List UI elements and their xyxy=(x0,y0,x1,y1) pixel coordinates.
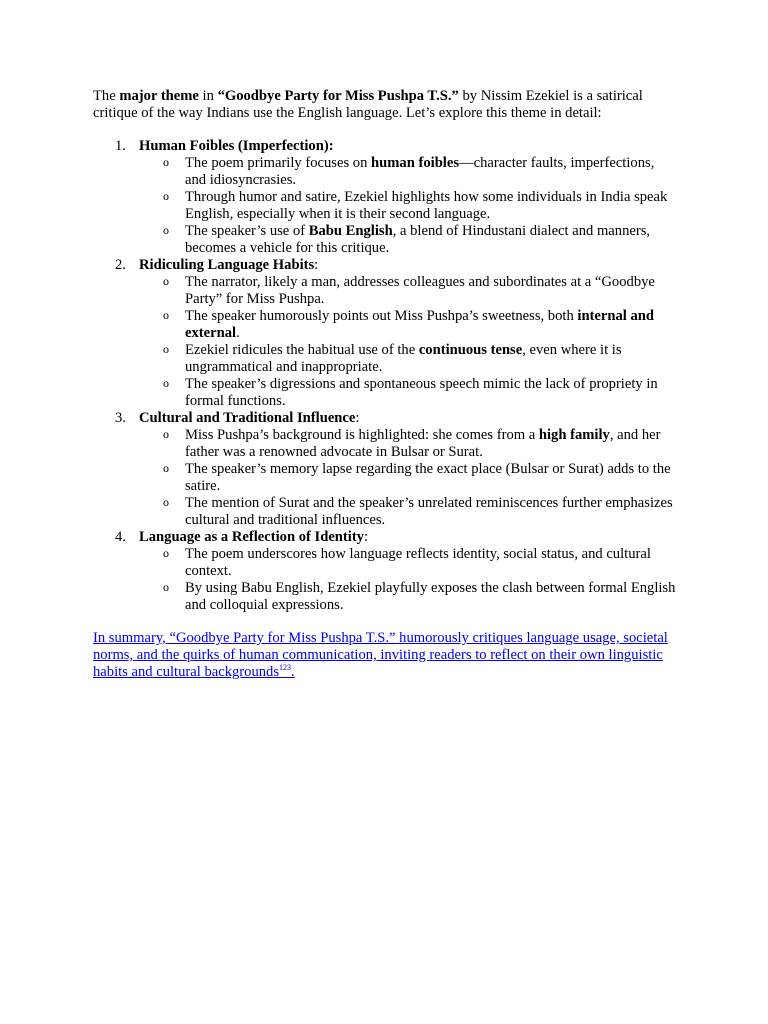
summary-link[interactable] xyxy=(93,630,678,681)
point-bold: Babu English xyxy=(308,223,393,239)
bullet-icon: o xyxy=(163,189,169,203)
point-bold: continuous tense xyxy=(418,342,523,358)
bullet-icon: o xyxy=(163,308,169,322)
point-bold: high family xyxy=(538,427,610,443)
bullet-icon: o xyxy=(163,376,169,390)
point-text: The narrator, likely a man, addresses colleagues and subordinates at a “Goodbye Party” for Miss Pushpa. xyxy=(185,274,655,307)
point-text: The speaker’s use of xyxy=(185,223,309,239)
theme-list xyxy=(93,138,678,614)
theme-item-human-foibles xyxy=(93,138,678,257)
list-item xyxy=(139,376,678,410)
point-text: The poem underscores how language reflects identity, social status, and cultural context. xyxy=(185,546,651,579)
list-item xyxy=(139,189,678,223)
theme-item-language-identity xyxy=(93,529,678,614)
point-text: The speaker’s memory lapse regarding the exact place (Bulsar or Surat) adds to the satire. xyxy=(185,461,671,494)
point-text: By using Babu English, Ezekiel playfully exposes the clash between formal English and colloquial expressions. xyxy=(185,580,676,613)
point-text: Miss Pushpa’s background is highlighted: she comes from a xyxy=(185,427,539,443)
reference-superscript[interactable]: 123 xyxy=(279,663,292,673)
list-item xyxy=(139,308,678,342)
sub-list xyxy=(139,546,678,614)
point-text: The speaker humorously points out Miss Pushpa’s sweetness, both xyxy=(185,308,578,324)
point-text: The speaker’s digressions and spontaneous speech mimic the lack of propriety in formal functions. xyxy=(185,376,658,409)
intro-text: by Nissim Ezekiel is a satirical critique of the way Indians use the English language. Let’s explore this theme in detail: xyxy=(93,88,643,121)
section-title-suffix: : xyxy=(314,257,319,273)
list-item xyxy=(139,495,678,529)
list-item xyxy=(139,427,678,461)
bullet-icon: o xyxy=(163,461,169,475)
intro-text: in xyxy=(198,88,218,104)
point-bold: human foibles xyxy=(371,155,460,171)
intro-bold-poem-title: “Goodbye Party for Miss Pushpa T.S.” xyxy=(217,88,459,104)
bullet-icon: o xyxy=(163,223,169,237)
section-title: Language as a Reflection of Identity xyxy=(139,529,364,545)
section-title-suffix: : xyxy=(363,529,369,545)
point-text: The poem primarily focuses on xyxy=(185,155,372,171)
list-number: 3. xyxy=(115,410,126,426)
point-text: , even where it is ungrammatical and inappropriate. xyxy=(185,342,622,375)
section-title-suffix: : xyxy=(355,410,360,426)
intro-text: The xyxy=(93,88,120,104)
bullet-icon: o xyxy=(163,342,169,356)
section-title: Ridiculing Language Habits xyxy=(139,257,315,273)
list-item xyxy=(139,546,678,580)
bullet-icon: o xyxy=(163,580,169,594)
intro-paragraph xyxy=(93,88,678,122)
list-item xyxy=(139,342,678,376)
section-title: Human Foibles (Imperfection): xyxy=(139,138,334,154)
point-text: Through humor and satire, Ezekiel highlights how some individuals in India speak English, especially when it is their second language. xyxy=(185,189,668,222)
bullet-icon: o xyxy=(163,495,169,509)
bullet-icon: o xyxy=(163,546,169,560)
theme-item-ridiculing-language xyxy=(93,257,678,410)
document-body xyxy=(93,88,678,696)
sub-list xyxy=(139,274,678,410)
list-item xyxy=(139,580,678,614)
point-text: , and her father was a renowned advocate in Bulsar or Surat. xyxy=(185,427,661,460)
list-item xyxy=(139,155,678,189)
point-text: —character faults, imperfections, and idiosyncrasies. xyxy=(185,155,655,188)
bullet-icon: o xyxy=(163,274,169,288)
point-text: The mention of Surat and the speaker’s unrelated reminiscences further emphasizes cultural and traditional influences. xyxy=(185,495,673,528)
summary-end: . xyxy=(291,664,295,680)
list-item xyxy=(139,274,678,308)
section-title: Cultural and Traditional Influence xyxy=(139,410,356,426)
intro-bold-major-theme: major theme xyxy=(119,88,199,104)
point-bold: internal and external xyxy=(185,308,655,341)
point-text: . xyxy=(236,325,240,341)
list-number: 2. xyxy=(115,257,126,273)
list-number: 4. xyxy=(115,529,126,545)
list-item xyxy=(139,461,678,495)
sub-list xyxy=(139,155,678,257)
theme-item-cultural-influence xyxy=(93,410,678,529)
list-number: 1. xyxy=(115,138,126,154)
summary-text[interactable]: In summary, “Goodbye Party for Miss Pushpa T.S.” humorously critiques language usage, societal norms, and the quirks of human communication, inviting readers to reflect on their own linguistic habits and cultural backgrounds xyxy=(93,630,668,680)
bullet-icon: o xyxy=(163,427,169,441)
bullet-icon: o xyxy=(163,155,169,169)
point-text: , a blend of Hindustani dialect and manners, becomes a vehicle for this critique. xyxy=(185,223,651,256)
sub-list xyxy=(139,427,678,529)
point-text: Ezekiel ridicules the habitual use of the xyxy=(185,342,419,358)
list-item xyxy=(139,223,678,257)
